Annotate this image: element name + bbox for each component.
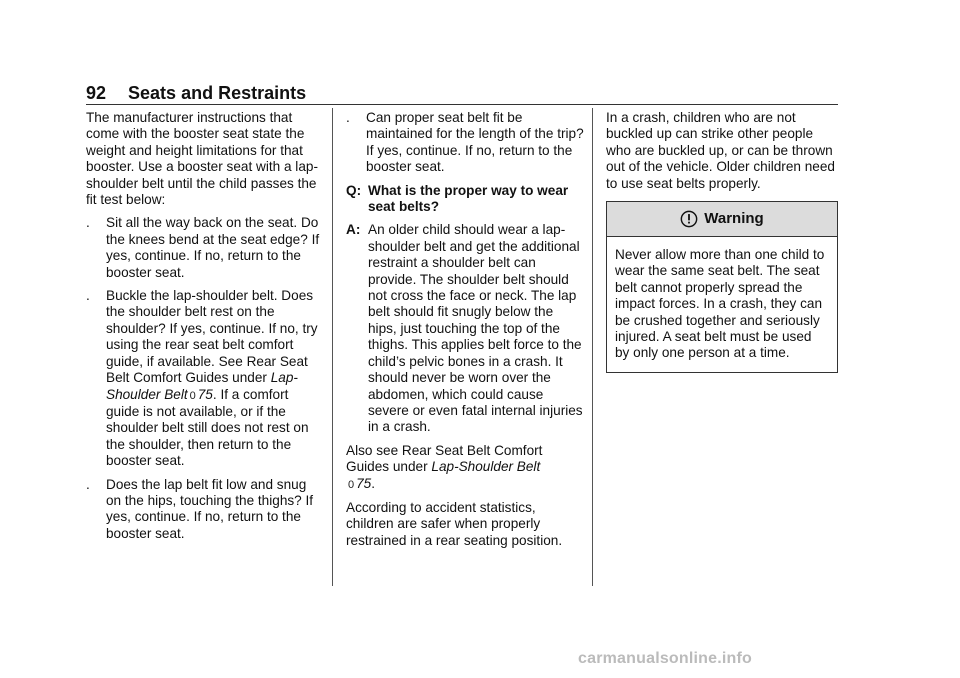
cross-reference[interactable]: Rear Seat Belt Comfort Guides under Lap-Shoulder Belt 0 75. xyxy=(106,353,308,402)
page-number: 92 xyxy=(86,83,107,103)
cross-reference-title: Lap-Shoulder Belt xyxy=(431,459,541,475)
warning-box xyxy=(606,201,838,373)
bullet-mark: . xyxy=(86,288,90,304)
question xyxy=(346,183,584,216)
answer xyxy=(346,222,584,435)
cross-reference-page: 75 xyxy=(356,475,372,491)
list-item xyxy=(86,288,324,469)
bullet-mark: . xyxy=(346,110,350,125)
cross-reference-title: Lap-Shoulder Belt xyxy=(106,370,298,402)
header-rule xyxy=(86,104,838,105)
question-label: Q: xyxy=(346,182,362,198)
also-see-paragraph xyxy=(346,443,584,493)
answer-text: An older child should wear a lap-shoulder belt and get the additional restraint a shoulder belt can provide. The shoulder belt should not cross the face or neck. The lap belt should fit snugly below the hips, just touching the top of the thighs. This applies belt force to the child’s pelvic bones in a crash. It should never be worn over the abdomen, which could cause severe or even fatal internal injuries in a crash. xyxy=(368,222,583,435)
bullet-text: Does the lap belt fit low and snug on the hips, touching the thighs? If yes, continue. If no, return to the booster seat. xyxy=(106,476,314,541)
bullet-mark: . xyxy=(86,476,90,492)
warning-icon xyxy=(680,210,698,228)
column-middle xyxy=(346,110,584,556)
warning-title: Warning xyxy=(704,209,764,227)
page-header xyxy=(86,82,306,104)
statistics-paragraph: According to accident statistics, children are safer when properly restrained in a rear seating position. xyxy=(346,499,563,548)
bullet-text xyxy=(106,288,324,469)
answer-label: A: xyxy=(346,222,361,238)
warning-header xyxy=(607,202,837,237)
column-divider xyxy=(332,108,333,586)
question-text: What is the proper way to wear seat belts? xyxy=(368,182,569,215)
list-item xyxy=(346,110,584,176)
page-ref-icon: 0 xyxy=(189,389,196,402)
warning-text: Never allow more than one child to wear the same seat belt. The seat belt cannot properly spread the impact forces. In a crash, they can be crushed together and seriously injured. A seat belt must be used by only one person at a time. xyxy=(615,247,825,361)
page-ref-icon: 0 xyxy=(348,478,355,491)
crash-paragraph: In a crash, children who are not buckled up can strike other people who are buckled up, or can be thrown out of the vehicle. Older children need to use seat belts properly. xyxy=(606,110,835,191)
section-title: Seats and Restraints xyxy=(128,83,307,103)
cross-reference[interactable]: Lap-Shoulder Belt 0 75. xyxy=(348,459,541,491)
list-item xyxy=(86,215,324,281)
watermark: carmanualsonline.info xyxy=(578,650,753,667)
bullet-text: Sit all the way back on the seat. Do the knees bend at the seat edge? If yes, continue. If no, return to the booster seat. xyxy=(106,215,320,280)
bullet-mark: . xyxy=(86,215,90,231)
also-see-text: Also see Rear Seat Belt Comfort Guides under xyxy=(346,442,543,475)
column-right xyxy=(606,110,838,373)
column-divider xyxy=(592,108,593,586)
cross-reference-label: Rear Seat Belt Comfort Guides under xyxy=(106,353,308,386)
bullet-text-tail: If a comfort guide is not available, or if the shoulder belt still does not rest on the shoulder, then return to the booster seat. xyxy=(106,386,309,469)
bullet-text-start: Buckle the lap-shoulder belt. Does the shoulder belt rest on the shoulder? If yes, continue. If no, try using the rear seat belt comfort guide, if available. See xyxy=(106,288,318,369)
column-left xyxy=(86,110,324,549)
list-item xyxy=(86,477,324,543)
cross-reference-page: 75 xyxy=(197,386,213,402)
intro-paragraph: The manufacturer instructions that come with the booster seat state the weight and height limitations for that booster. Use a booster seat with a lap-shoulder belt until the child passes the fit test below: xyxy=(86,110,318,208)
bullet-text: Can proper seat belt fit be maintained for the length of the trip? If yes, continue. If no, return to the booster seat. xyxy=(366,110,584,175)
